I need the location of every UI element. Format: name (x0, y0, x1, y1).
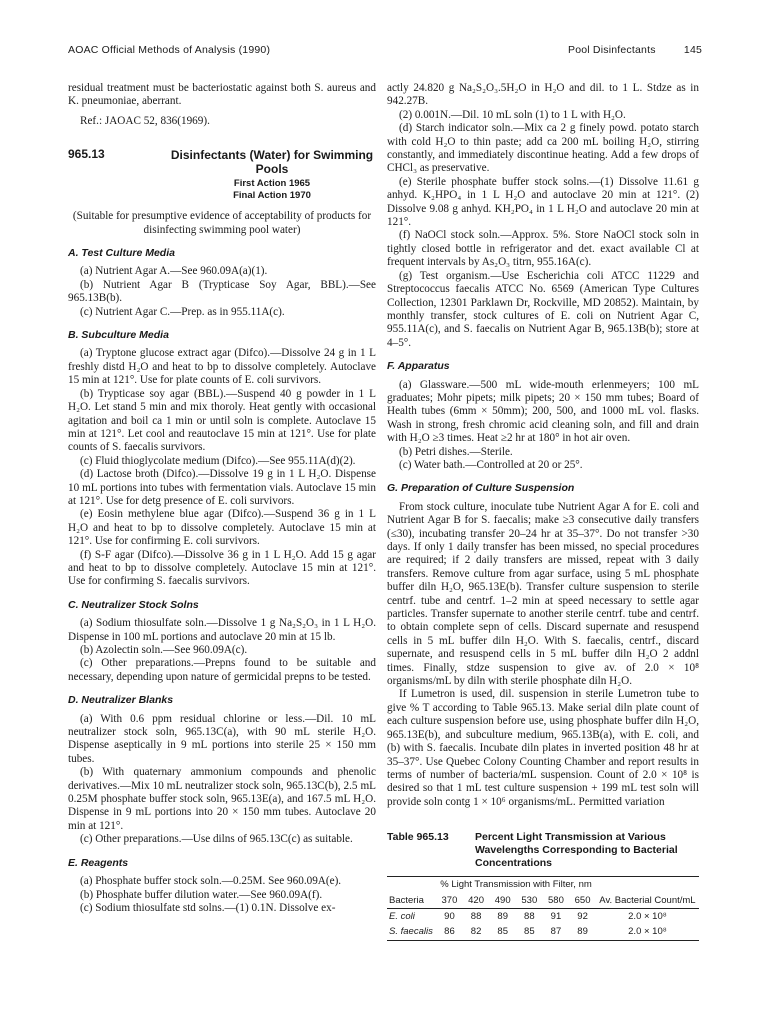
bacterial-count: 2.0 × 10⁸ (628, 926, 667, 938)
column-header-count: Av. Bacterial Count/mL (599, 894, 696, 906)
running-header-right (568, 44, 702, 56)
paragraph: (c) Water bath.—Controlled at 20 or 25°. (399, 458, 583, 471)
paragraph: (2) 0.001N.—Dil. 10 mL soln (1) to 1 L with H₂O. (399, 108, 626, 121)
transmission-value: 88 (524, 910, 535, 922)
method-title: Disinfectants (Water) for Swimming Pools (170, 148, 374, 177)
transmission-value: 92 (577, 910, 588, 922)
method-heading (68, 148, 376, 202)
transmission-value: 90 (444, 910, 455, 922)
section-heading-e: E. Reagents (68, 856, 129, 869)
paragraph: (a) Glassware.—500 mL wide-mouth erlenmeyers; 100 mL graduates; Mohr pipets; milk pipets; 20 × 150 mm tubes; Board of Health tubes (6mm × 50mm); 200, 500, and 1000 mL vol. flasks. Wash in strong, fresh chromic acid cleaning soln, and fill and drain with H₂O ≥3 times. Heat ≥2 hr at 180° in hot air oven. (387, 378, 699, 445)
bacteria-name: S. faecalis (389, 926, 433, 938)
paragraph: (b) Petri dishes.—Sterile. (399, 445, 513, 458)
final-action: Final Action 1970 (233, 190, 311, 202)
running-header-section: Pool Disinfectants (568, 44, 656, 56)
page-number: 145 (683, 44, 703, 56)
table-caption (387, 831, 699, 870)
left-column (68, 82, 376, 915)
column-group-header: % Light Transmission with Filter, nm (440, 879, 592, 891)
paragraph: (a) Nutrient Agar A.—See 960.09A(a)(1). (80, 265, 268, 278)
paragraph: (f) NaOCl stock soln.—Approx. 5%. Store NaOCl stock soln in tightly closed bottle in refrigerator and det. exact available Cl at frequent intervals by As₂O₃ titrn, 955.16A(c). (387, 229, 699, 269)
running-header-left: AOAC Official Methods of Analysis (1990) (68, 44, 271, 56)
paragraph: (b) With quaternary ammonium compounds and phenolic derivatives.—Mix 10 mL neutralizer stock soln, 965.13C(b), 2.5 mL 0.25M phosphate buffer stock soln, 965.13E(a), and 167.5 mL H₂O. Dispense in 9 mL portions into 20 × 150 mm tubes. Autoclave 20 min at 121°. (68, 766, 376, 832)
transmission-value: 85 (497, 926, 508, 938)
transmission-table (387, 876, 699, 941)
right-column (387, 82, 699, 941)
paragraph: (c) Fluid thioglycolate medium (Difco).—See 955.11A(d)(2). (80, 454, 356, 467)
paragraph: (c) Nutrient Agar C.—Prep. as in 955.11A(c). (80, 305, 285, 318)
method-number: 965.13 (68, 147, 105, 162)
column-header-bacteria: Bacteria (389, 894, 424, 906)
section-heading-g: G. Preparation of Culture Suspension (387, 482, 575, 495)
paragraph: (b) Trypticase soy agar (BBL).—Suspend 40 g powder in 1 L H₂O. Let stand 5 min and mix thoroly. Heat gently with occasional agitation and boil ca 1 min or until soln is complete. Autoclave 15 min at 121°. Let cool and reautoclave 15 min at 121°. Use for plate counts of S. faecalis survivors. (68, 387, 376, 454)
paragraph: (b) Nutrient Agar B (Trypticase Soy Agar, BBL).—See 965.13B(b). (68, 278, 376, 305)
wavelength-header: 580 (548, 894, 564, 906)
paragraph: (d) Starch indicator soln.—Mix ca 2 g finely powd. potato starch with cold H₂O to thin paste; add ca 200 mL boiling H₂O, stirring constantly, and immediately discontinue heating. Add a few drops of CHCl₃ as preservative. (387, 122, 699, 175)
table-title: Percent Light Transmission at Various Wavelengths Corresponding to Bacterial Concentrations (475, 831, 678, 870)
reference: Ref.: JAOAC 52, 836(1969). (80, 114, 210, 127)
transmission-value: 87 (550, 926, 562, 938)
section-heading-f: F. Apparatus (387, 360, 450, 373)
paragraph: (d) Lactose broth (Difco).—Dissolve 19 g in 1 L H₂O. Dispense 10 mL portions into tubes with fermentation vials. Autoclave 15 min at 121°. Use for detg presence of E. coli survivors. (68, 468, 376, 507)
paragraph: If Lumetron is used, dil. suspension in sterile Lumetron tube to give % T according to Table 965.13. Make serial diln plate count of each culture suspension before use, using phosphate buffer diln H₂O, 965.13E(b), and subculture medium, 965.13B(a), with E. coli, and (b) with S. faecalis. Incubate diln plates in inverted position 48 hr at 35–37°. Use Quebec Colony Counting Chamber and report results in terms of number of bacteria/mL suspension. Count of 2.0 × 10⁸ is desired so that 1 mL test culture suspension + 199 mL test soln will provide soln contg 1 × 10⁶ organisms/mL. Permitted variation (387, 688, 699, 808)
paragraph: (g) Test organism.—Use Escherichia coli ATCC 11229 and Streptococcus faecalis ATCC No. 6569 (American Type Cultures Collection, 12301 Parklawn Dr, Rockville, MD 20852). Maintain, by monthly transfer, stock cultures of E. coli on Nutrient Agar C, 955.11A(c), and S. faecalis on Nutrient Agar B, 965.13B(b); store at 4–5°. (387, 269, 699, 349)
transmission-value: 89 (497, 910, 508, 922)
paragraph: (e) Eosin methylene blue agar (Difco).—Suspend 36 g in 1 L H₂O and heat to bp to dissolve completely. Autoclave 15 min at 121°. Use for confirming E. coli survivors. (68, 508, 376, 548)
paragraph: (c) Other preparations.—Prepns found to be suitable and necessary, depending upon nature of germicidal prepns to be tested. (68, 657, 376, 683)
paragraph: (c) Other preparations.—Use dilns of 965.13C(c) as suitable. (80, 833, 353, 846)
paragraph: (b) Azolectin soln.—See 960.09A(c). (80, 644, 248, 656)
wavelength-header: 530 (521, 894, 538, 906)
wavelength-header: 650 (574, 894, 591, 906)
section-heading-a: A. Test Culture Media (68, 247, 175, 260)
paragraph: residual treatment must be bacteriostatic against both S. aureus and K. pneumoniae, aberrant. (68, 82, 376, 108)
bacteria-name: E. coli (389, 910, 415, 922)
transmission-value: 85 (524, 926, 535, 938)
paragraph: (a) Phosphate buffer stock soln.—0.25M. See 960.09A(e). (80, 875, 342, 888)
transmission-value: 88 (470, 910, 482, 922)
paragraph: From stock culture, inoculate tube Nutrient Agar A for E. coli and Nutrient Agar B for S. faecalis; make ≥3 consecutive daily transfers (≤30), incubating transfer 20–24 hr at 35–37°. Do not transfer >30 days. If only 1 daily transfer has been missed, no special procedures are required; if 2 daily transfers are missed, repeat with 3 daily transfers. Remove culture from agar surface, using 5 mL phosphate buffer diln H₂O, 965.13E(b). Transfer culture suspension to sterile centrf. tube and centrf. 1–2 min at speed necessary to settle agar particles. Transfer supernate to another sterile centrf. tube and centrf. to obtain complete sepn of cells. Discard supernate and resuspend cells in 5 mL buffer diln H₂O. With S. faecalis, centrf., discard supernate, and resuspend cells in 5 mL buffer diln H₂O 2 addnl times. Finally, stdze suspension to give av. of 2.0 × 10⁸ organisms/mL by diln with sterile phosphate diln H₂O. (387, 500, 699, 688)
wavelength-header: 370 (441, 894, 458, 906)
paragraph: (e) Sterile phosphate buffer stock solns.—(1) Dissolve 11.61 g anhyd. K₂HPO₄ in 1 L H₂O and autoclave 20 min at 121°. (2) Dissolve 9.08 g anhyd. KH₂PO₄ in 1 L H₂O and autoclave 20 min at 121°. (387, 175, 699, 229)
paragraph: (a) Tryptone glucose extract agar (Difco).—Dissolve 24 g in 1 L freshly distd H₂O and heat to bp to dissolve completely. Autoclave 15 min at 121°. Use for plate counts of E. coli survivors. (68, 347, 376, 387)
wavelength-header: 490 (494, 894, 511, 906)
paragraph: (f) S-F agar (Difco).—Dissolve 36 g in 1 L H₂O. Add 15 g agar and heat to bp to dissolve completely. Autoclave 15 min at 121°. Use for confirming S. faecalis survivors. (68, 548, 376, 588)
first-action: First Action 1965 (233, 178, 311, 190)
paragraph: (b) Phosphate buffer dilution water.—See 960.09A(f). (80, 888, 323, 901)
section-heading-c: C. Neutralizer Stock Solns (68, 598, 199, 611)
section-heading-b: B. Subculture Media (68, 329, 169, 342)
wavelength-header: 420 (468, 894, 484, 906)
paragraph: (c) Sodium thiosulfate std solns.—(1) 0.1N. Dissolve ex- (80, 901, 336, 914)
paragraph: (a) With 0.6 ppm residual chlorine or less.—Dil. 10 mL neutralizer stock soln, 965.13C(a), with 90 mL sterile H₂O. Dispense aseptically in 9 mL portions into sterile 25 × 150 mm tubes. (68, 712, 376, 765)
transmission-value: 89 (577, 926, 588, 938)
transmission-value: 91 (550, 910, 562, 922)
paragraph: actly 24.820 g Na₂S₂O₃.5H₂O in H₂O and dil. to 1 L. Stdze as in 942.27B. (387, 82, 699, 108)
table-row (387, 908, 699, 924)
scope-note: (Suitable for presumptive evidence of acceptability of products for disinfecting swimming pool water) (72, 210, 372, 236)
bacterial-count: 2.0 × 10⁸ (628, 910, 667, 922)
section-heading-d: D. Neutralizer Blanks (68, 694, 174, 707)
transmission-value: 86 (444, 926, 455, 938)
transmission-value: 82 (470, 926, 482, 938)
table-label: Table 965.13 (387, 831, 449, 844)
table-row (387, 924, 699, 940)
paragraph: (a) Sodium thiosulfate soln.—Dissolve 1 g Na₂S₂O₃ in 1 L H₂O. Dispense in 100 mL portions and autoclave 20 min at 15 lb. (68, 617, 376, 643)
